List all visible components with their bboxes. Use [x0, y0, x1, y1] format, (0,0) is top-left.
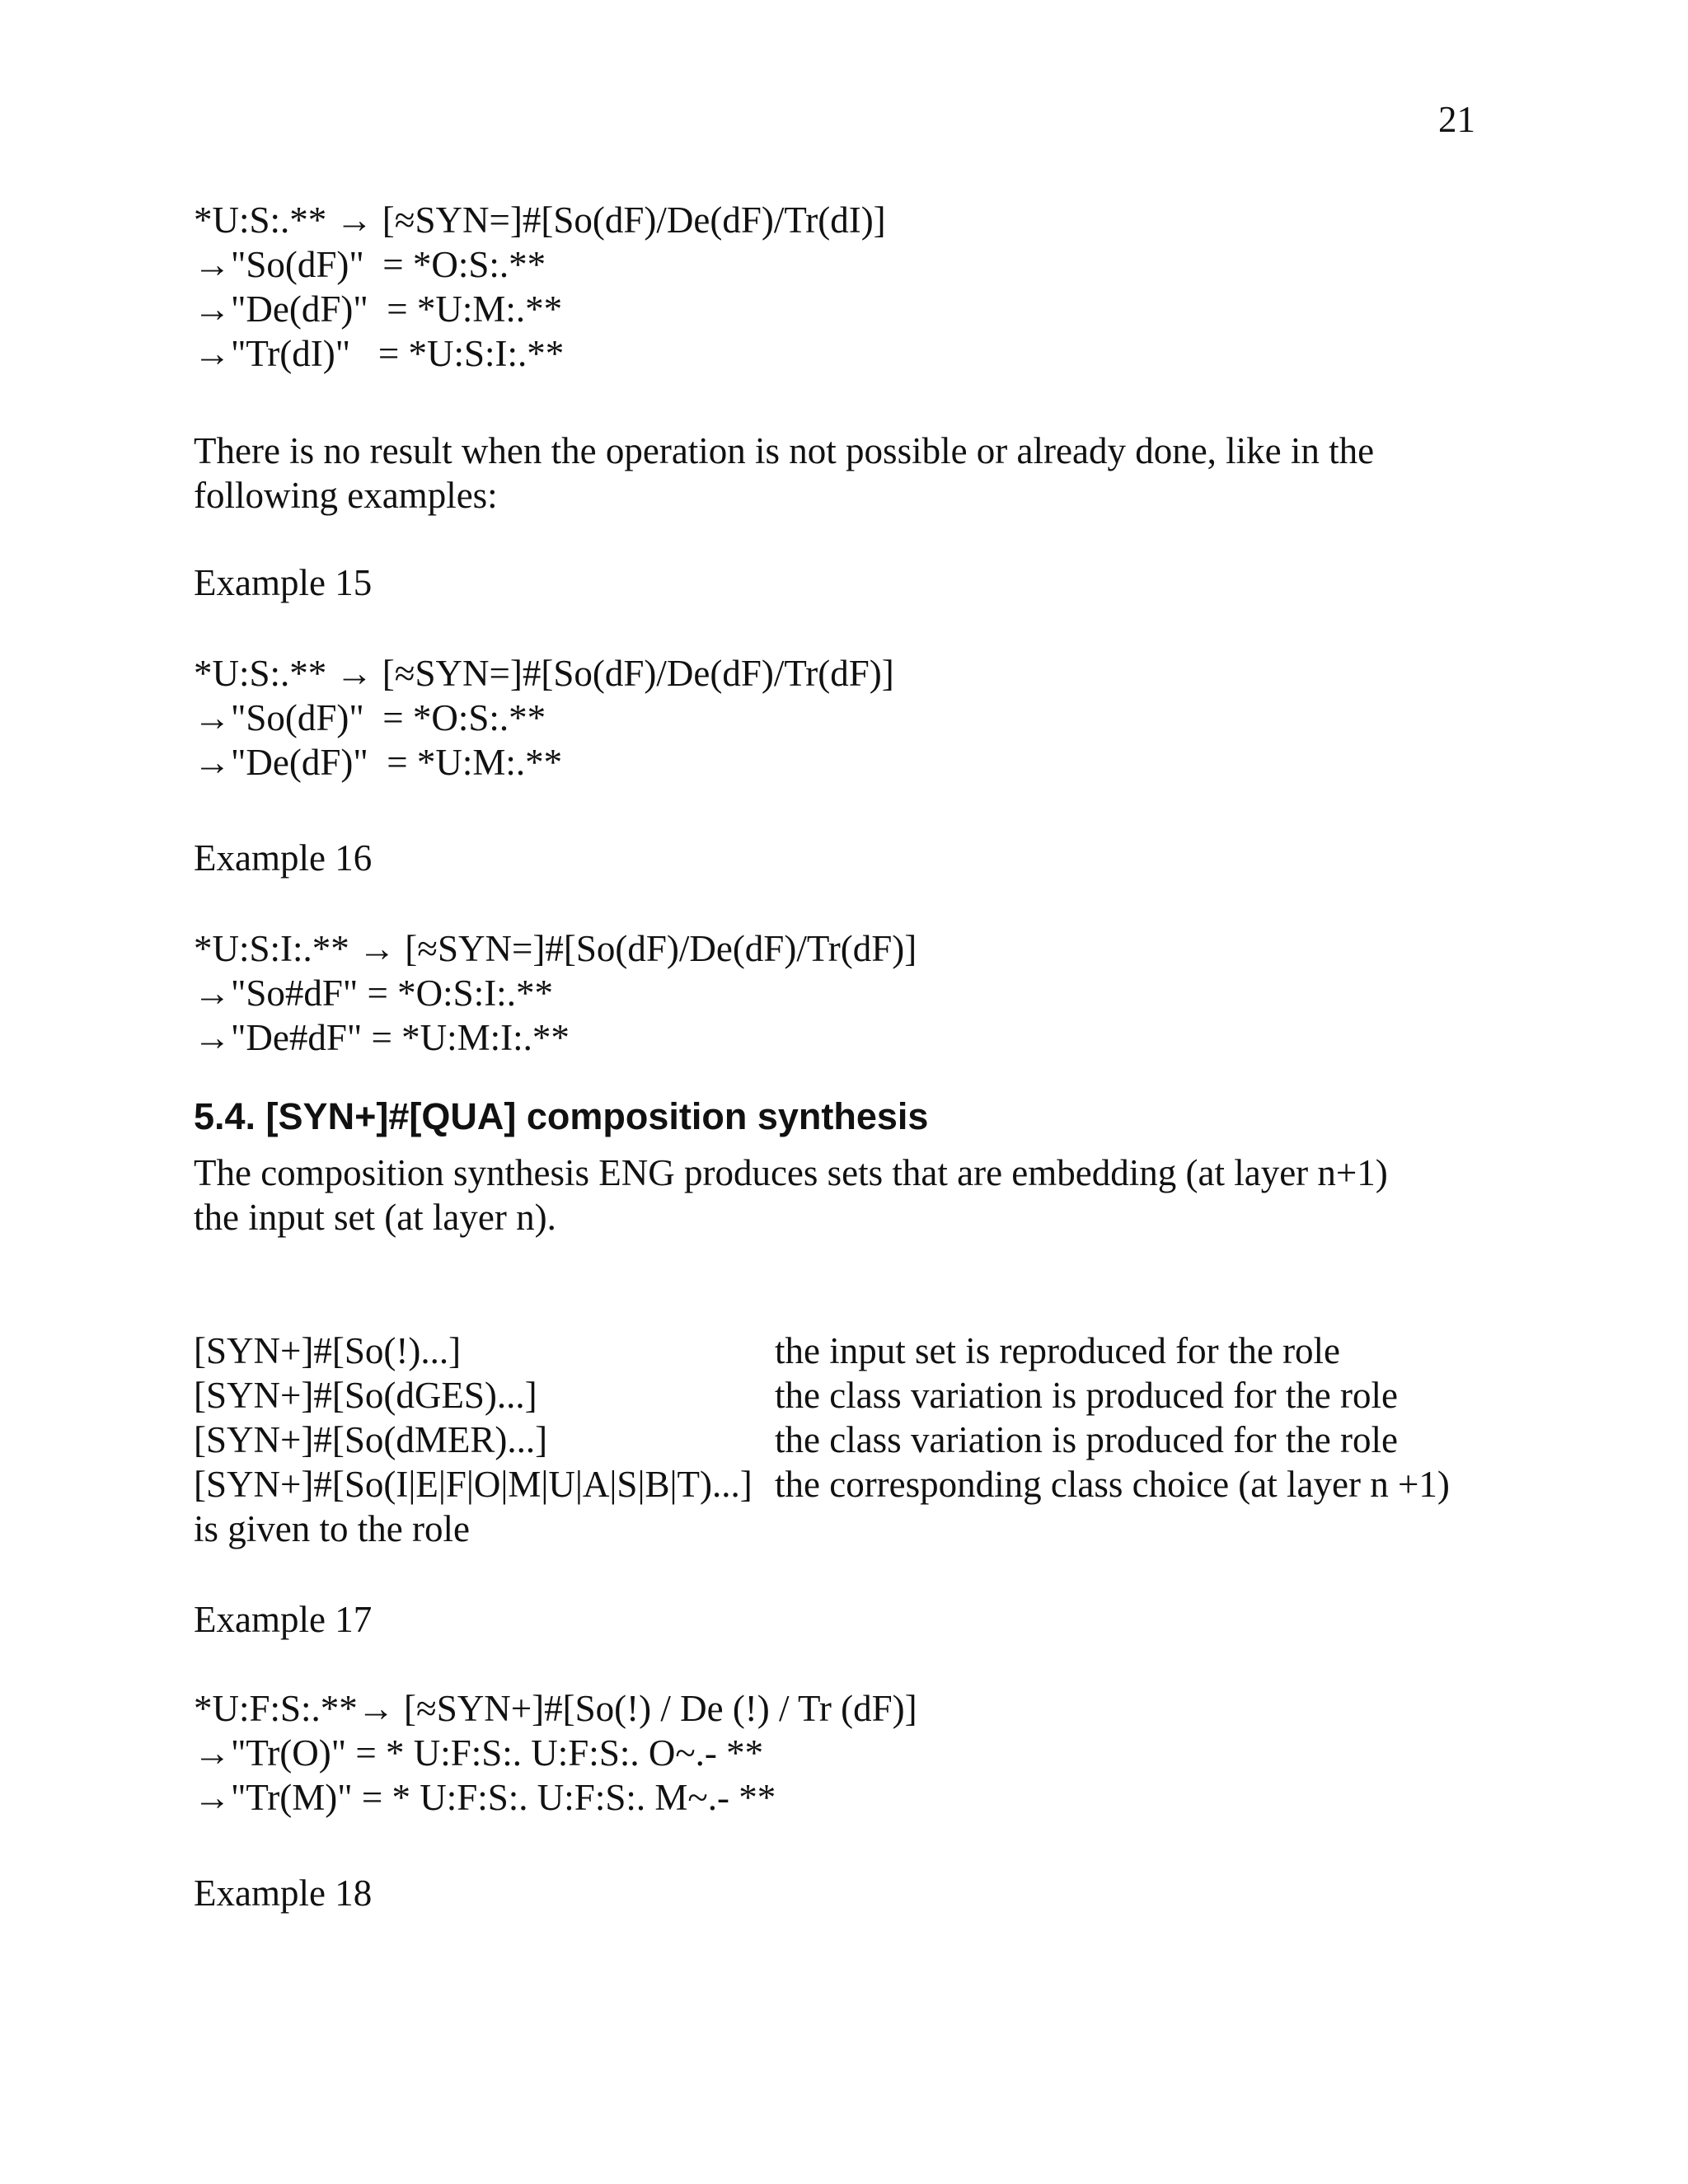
- table-row-desc: the class variation is produced for the role: [775, 1419, 1398, 1460]
- paragraph-line: The composition synthesis ENG produces sets that are embedding (at layer n+1): [194, 1152, 1388, 1193]
- example-title: Example 16: [194, 837, 373, 879]
- formula-line: →"Tr(O)" = * U:F:S:. U:F:S:. O~.- **: [194, 1732, 764, 1774]
- formula-line: →"De(dF)" = *U:M:.**: [194, 742, 563, 783]
- paragraph-line: There is no result when the operation is not possible or already done, like in the: [194, 430, 1375, 471]
- table-row-desc: the corresponding class choice (at layer n +1): [775, 1464, 1450, 1505]
- section-heading: 5.4. [SYN+]#[QUA] composition synthesis: [194, 1095, 929, 1137]
- formula-line: *U:S:.** → [≈SYN=]#[So(dF)/De(dF)/Tr(dF)]: [194, 653, 894, 694]
- table-row-code: [SYN+]#[So(I|E|F|O|M|U|A|S|B|T)...]: [194, 1464, 753, 1505]
- paragraph-line: following examples:: [194, 475, 498, 516]
- formula-line: *U:S:I:.** → [≈SYN=]#[So(dF)/De(dF)/Tr(dF)]: [194, 928, 917, 969]
- formula-line: →"So(dF)" = *O:S:.**: [194, 697, 546, 738]
- table-row-code: [SYN+]#[So(!)...]: [194, 1330, 462, 1371]
- table-continuation: is given to the role: [194, 1508, 470, 1549]
- formula-line: →"Tr(M)" = * U:F:S:. U:F:S:. M~.- **: [194, 1777, 776, 1818]
- formula-line: →"De#dF" = *U:M:I:.**: [194, 1017, 570, 1058]
- formula-line: →"De(dF)" = *U:M:.**: [194, 288, 563, 330]
- formula-line: →"So(dF)" = *O:S:.**: [194, 244, 546, 285]
- page-number: 21: [1438, 99, 1475, 140]
- table-row-desc: the class variation is produced for the role: [775, 1375, 1398, 1416]
- example-title: Example 15: [194, 562, 373, 603]
- table-row-desc: the input set is reproduced for the role: [775, 1330, 1341, 1371]
- example-title: Example 17: [194, 1599, 373, 1640]
- table-row-code: [SYN+]#[So(dGES)...]: [194, 1375, 537, 1416]
- formula-line: →"Tr(dI)" = *U:S:I:.**: [194, 333, 565, 374]
- paragraph-line: the input set (at layer n).: [194, 1197, 556, 1238]
- table-row-code: [SYN+]#[So(dMER)...]: [194, 1419, 548, 1460]
- formula-line: *U:F:S:.**→ [≈SYN+]#[So(!) / De (!) / Tr (dF)]: [194, 1688, 917, 1729]
- formula-line: →"So#dF" = *O:S:I:.**: [194, 972, 553, 1014]
- example-title: Example 18: [194, 1872, 373, 1914]
- formula-line: *U:S:.** → [≈SYN=]#[So(dF)/De(dF)/Tr(dI)]: [194, 199, 886, 241]
